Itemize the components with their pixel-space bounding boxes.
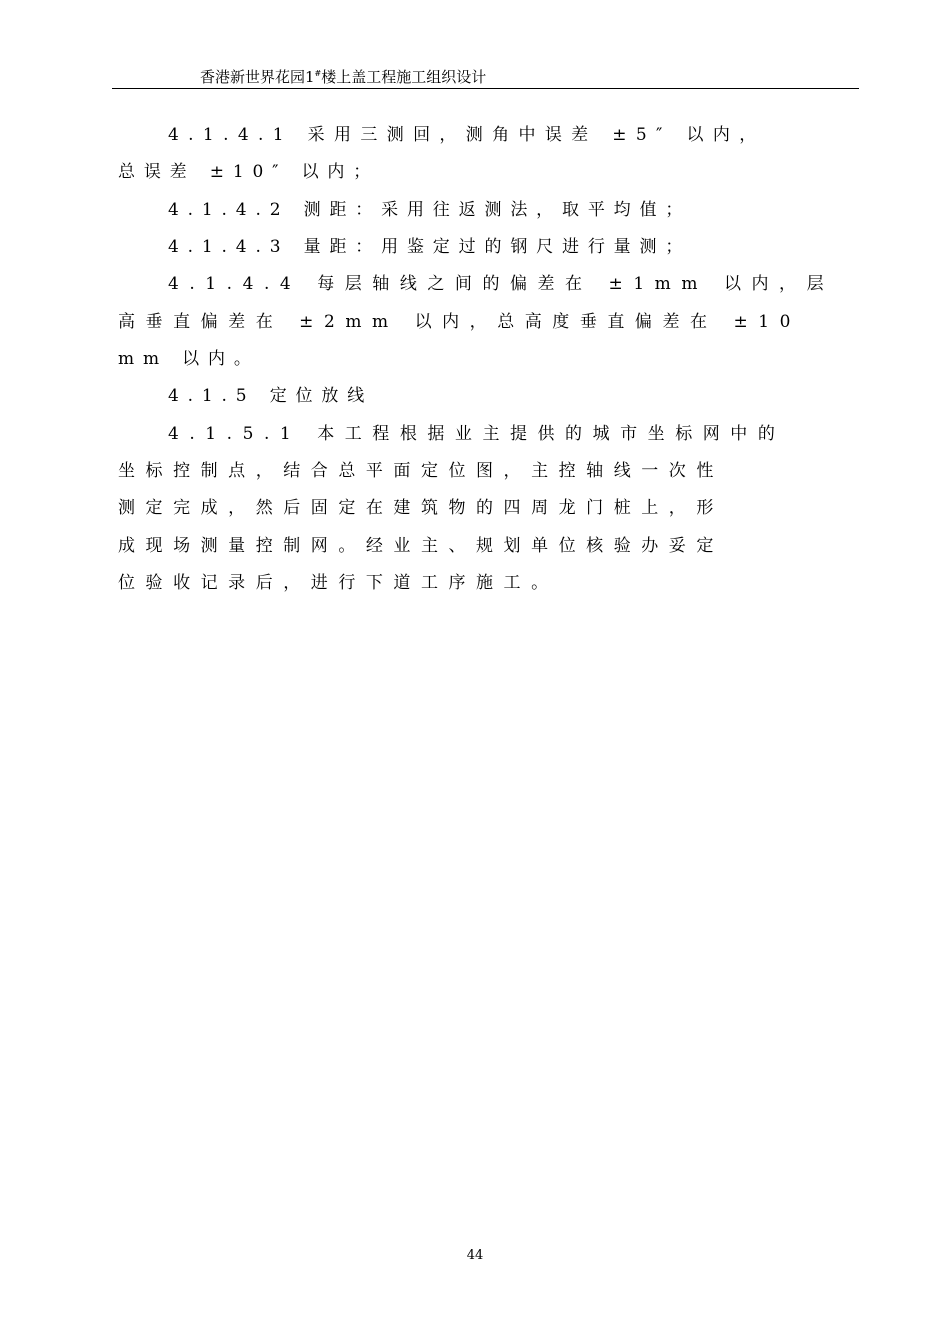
page-number: 44	[466, 1248, 484, 1263]
running-header	[200, 66, 486, 87]
header-title-suffix: 楼上盖工程施工组织设计	[321, 68, 487, 86]
body-line-6: 高垂直偏差在 ±2mm 以内，总高度垂直偏差在 ±10	[118, 312, 801, 332]
body-line-4: 4.1.4.3 量距：用鉴定过的钢尺进行量测；	[168, 237, 692, 257]
body-line-11: 测定完成，然后固定在建筑物的四周龙门桩上，形	[118, 498, 724, 518]
body-line-12: 成现场测量控制网。经业主、规划单位核验办妥定	[118, 536, 724, 556]
body-line-3: 4.1.4.2 测距：采用往返测法，取平均值；	[168, 200, 692, 220]
body-line-5: 4.1.4.4 每层轴线之间的偏差在 ±1mm 以内，层	[168, 274, 835, 294]
body-line-2: 总误差 ±10″ 以内；	[118, 162, 380, 182]
body-line-1	[168, 124, 831, 146]
body-line-1-text: 4.1.4.1 采用三测回，测角中误差 ±5″ 以内，	[168, 125, 766, 145]
body-line-7: mm 以内。	[118, 349, 260, 369]
header-rule	[112, 88, 859, 89]
body-line-9: 4.1.5.1 本工程根据业主提供的城市坐标网中的	[168, 424, 786, 444]
body-line-13: 位验收记录后，进行下道工序施工。	[118, 573, 559, 593]
header-title-sup: #	[314, 69, 322, 78]
body-line-10: 坐标控制点，结合总平面定位图，主控轴线一次性	[118, 461, 724, 481]
header-title-prefix: 香港新世界花园1	[200, 68, 315, 86]
section-heading-4-1-5: 4.1.5 定位放线	[168, 386, 374, 406]
